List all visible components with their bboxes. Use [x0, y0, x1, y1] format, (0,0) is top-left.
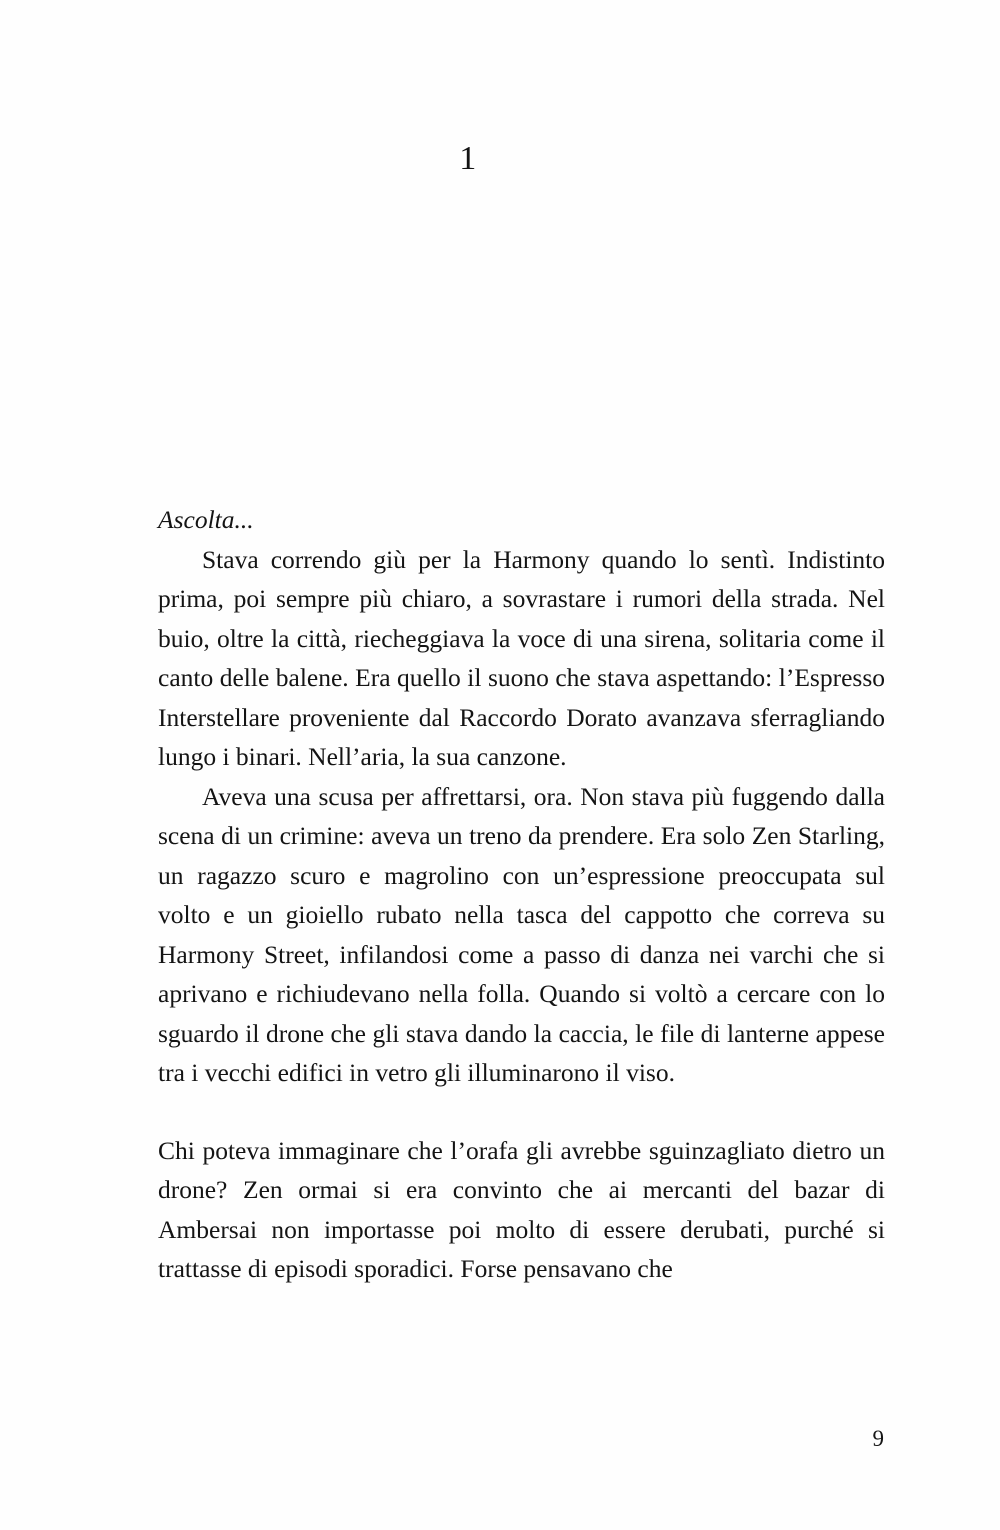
page-number: 9 [872, 1426, 884, 1451]
chapter-number: 1 [459, 140, 477, 177]
epigraph-line: Ascolta... [158, 505, 254, 534]
body-text [158, 500, 885, 1289]
paragraph-2: Aveva una scusa per affrettarsi, ora. Non stava più fuggendo dalla scena di un crimine: aveva un treno da prendere. Era solo Zen Starling, un ragazzo scuro e magrolino con un’espressione preoccupata sul volto e un gioiello rubato nella tasca del cappotto che correva su Harmony Street, infilandosi come a passo di danza nei varchi che si aprivano e richiudevano nella folla. Quando si voltò a cercare con lo sguardo il drone che gli stava dando la caccia, le file di lanterne appese tra i vecchi edifici in vetro gli illuminarono il viso. [158, 781, 885, 1087]
paragraph-3: Chi poteva immaginare che l’orafa gli avrebbe sguinzagliato dietro un drone? Zen ormai si era convinto che ai mercanti del bazar di Ambersai non importasse poi molto di essere derubati, purché si trattasse di episodi sporadici. Forse pensavano che [158, 1135, 885, 1283]
paragraph-1: Stava correndo giù per la Harmony quando lo sentì. Indistinto prima, poi sempre più chiaro, a sovrastare i rumori della strada. Nel buio, oltre la città, riecheggiava la voce di una sirena, solitaria come il canto delle balene. Era quello il suono che stava aspettando: l’Espresso Interstellare proveniente dal Raccordo Dorato avanzava sferragliando lungo i binari. Nell’aria, la sua canzone. [158, 544, 885, 771]
